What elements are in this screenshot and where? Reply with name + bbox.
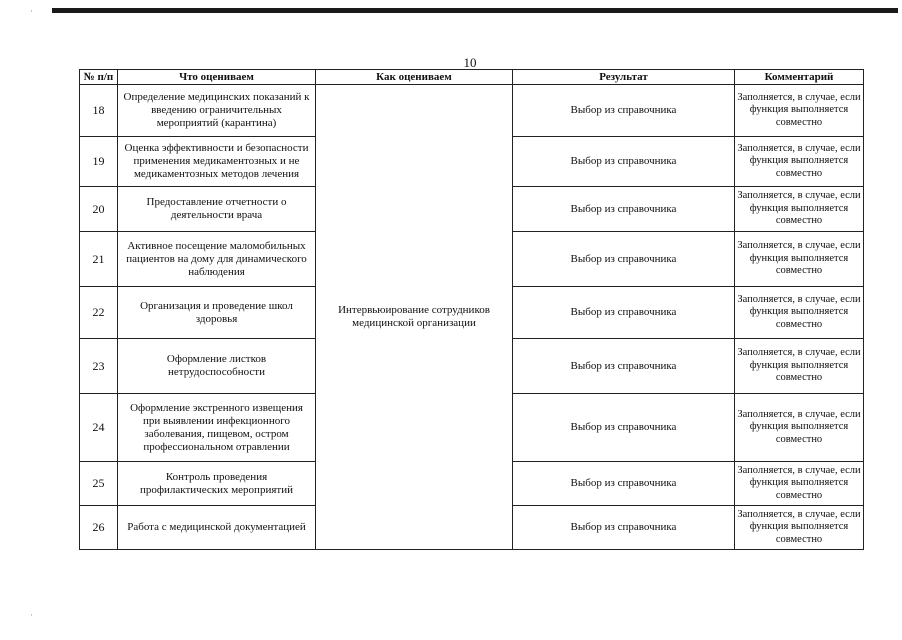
row-result: Выбор из справочника xyxy=(513,394,735,462)
row-criterion: Активное посещение маломобильных пациентов на дому для динамического наблюдения xyxy=(118,232,316,287)
row-criterion: Оформление экстренного извещения при выявлении инфекционного заболевания, пищевом, остром профессиональном отравлении xyxy=(118,394,316,462)
row-result: Выбор из справочника xyxy=(513,287,735,339)
row-number: 23 xyxy=(80,339,118,394)
row-number: 21 xyxy=(80,232,118,287)
row-criterion: Определение медицинских показаний к введению ограничительных мероприятий (карантина) xyxy=(118,85,316,137)
row-number: 22 xyxy=(80,287,118,339)
header-what: Что оцениваем xyxy=(118,70,316,85)
row-criterion: Оценка эффективности и безопасности применения медикаментозных и не медикаментозных методов лечения xyxy=(118,137,316,187)
row-comment: Заполняется, в случае, если функция выполняется совместно xyxy=(735,339,864,394)
criteria-table xyxy=(79,69,864,550)
row-number: 24 xyxy=(80,394,118,462)
row-comment: Заполняется, в случае, если функция выполняется совместно xyxy=(735,506,864,550)
row-comment: Заполняется, в случае, если функция выполняется совместно xyxy=(735,287,864,339)
row-number: 26 xyxy=(80,506,118,550)
row-criterion: Работа с медицинской документацией xyxy=(118,506,316,550)
table-row xyxy=(80,85,864,137)
table-header-row xyxy=(80,70,864,85)
row-comment: Заполняется, в случае, если функция выполняется совместно xyxy=(735,462,864,506)
row-number: 20 xyxy=(80,187,118,232)
row-number: 18 xyxy=(80,85,118,137)
top-rule xyxy=(52,8,898,13)
row-comment: Заполняется, в случае, если функция выполняется совместно xyxy=(735,187,864,232)
row-criterion: Предоставление отчетности о деятельности врача xyxy=(118,187,316,232)
row-number: 25 xyxy=(80,462,118,506)
row-number: 19 xyxy=(80,137,118,187)
row-criterion: Контроль проведения профилактических мероприятий xyxy=(118,462,316,506)
row-result: Выбор из справочника xyxy=(513,137,735,187)
row-comment: Заполняется, в случае, если функция выполняется совместно xyxy=(735,137,864,187)
header-result: Результат xyxy=(513,70,735,85)
row-criterion: Оформление листков нетрудоспособности xyxy=(118,339,316,394)
row-result: Выбор из справочника xyxy=(513,462,735,506)
row-comment: Заполняется, в случае, если функция выполняется совместно xyxy=(735,85,864,137)
how-evaluated-cell: Интервьюирование сотрудников медицинской организации xyxy=(316,85,513,550)
row-comment: Заполняется, в случае, если функция выполняется совместно xyxy=(735,394,864,462)
row-comment: Заполняется, в случае, если функция выполняется совместно xyxy=(735,232,864,287)
header-no: № п/п xyxy=(80,70,118,85)
header-how: Как оцениваем xyxy=(316,70,513,85)
scan-mark: · xyxy=(30,610,33,620)
page-number: 10 xyxy=(463,55,477,70)
row-result: Выбор из справочника xyxy=(513,339,735,394)
row-result: Выбор из справочника xyxy=(513,85,735,137)
row-result: Выбор из справочника xyxy=(513,187,735,232)
scan-mark: · xyxy=(30,6,33,16)
row-criterion: Организация и проведение школ здоровья xyxy=(118,287,316,339)
row-result: Выбор из справочника xyxy=(513,232,735,287)
header-comment: Комментарий xyxy=(735,70,864,85)
row-result: Выбор из справочника xyxy=(513,506,735,550)
